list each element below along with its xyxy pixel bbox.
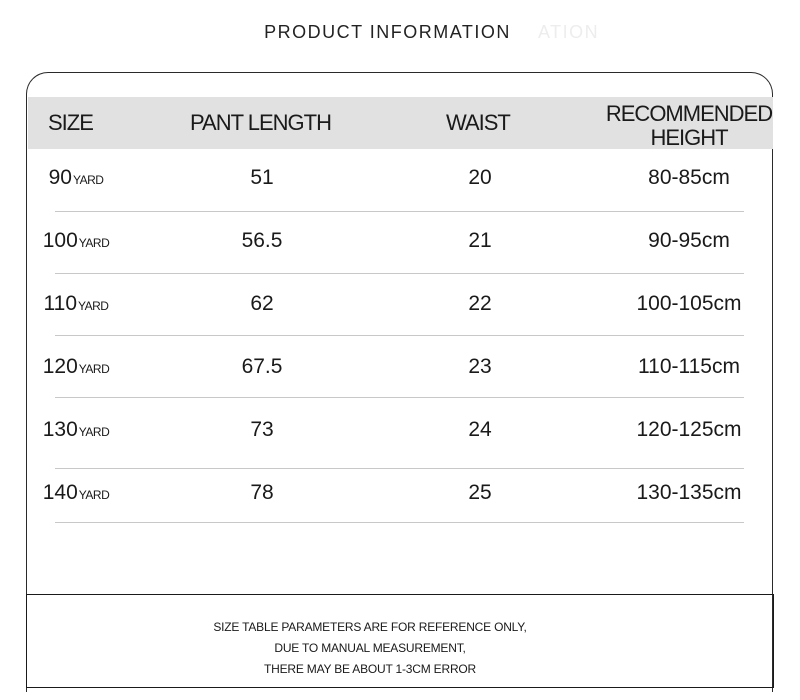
pant-length-cell: 78 (250, 481, 274, 504)
row-divider (55, 522, 744, 523)
table-row (0, 166, 800, 196)
height-cell: 90-95cm (648, 229, 730, 252)
size-cell (36, 229, 116, 253)
size-value: 110 (43, 292, 78, 315)
size-unit: YARD (78, 425, 110, 439)
size-cell (36, 292, 116, 316)
size-value: 120 (42, 355, 78, 378)
size-cell (36, 355, 116, 379)
footer-note-line1: SIZE TABLE PARAMETERS ARE FOR REFERENCE ONLY, (213, 620, 527, 634)
pant-length-cell: 73 (250, 418, 274, 441)
footer-note-line3: THERE MAY BE ABOUT 1-3CM ERROR (263, 662, 477, 676)
pant-length-cell: 62 (250, 292, 274, 315)
size-unit: YARD (78, 488, 110, 502)
waist-cell: 22 (468, 292, 492, 315)
header-size: SIZE (48, 110, 93, 135)
size-cell (36, 481, 116, 505)
header-recommended-height-line1: RECOMMENDED (605, 101, 773, 126)
waist-cell: 23 (468, 355, 492, 378)
header-recommended-height-line2: HEIGHT (650, 125, 728, 150)
row-divider (55, 211, 744, 212)
size-value: 90 (48, 166, 72, 189)
header-pant-length: PANT LENGTH (190, 110, 331, 135)
size-unit: YARD (78, 236, 110, 250)
table-row (0, 355, 800, 385)
size-cell (36, 418, 116, 442)
waist-cell: 21 (468, 229, 492, 252)
size-value: 100 (42, 229, 78, 252)
waist-cell: 24 (468, 418, 492, 441)
header-waist: WAIST (446, 110, 510, 135)
footer-note-line2: DUE TO MANUAL MEASUREMENT, (274, 641, 466, 655)
size-unit: YARD (72, 173, 104, 187)
size-cell (36, 166, 116, 190)
table-row (0, 481, 800, 511)
footer-left-line (26, 594, 27, 688)
row-divider (55, 335, 744, 336)
row-divider (55, 397, 744, 398)
table-row (0, 418, 800, 448)
pant-length-cell: 67.5 (241, 355, 283, 378)
ghost-text: ATION (538, 22, 600, 42)
size-unit: YARD (78, 299, 109, 313)
size-value: 140 (42, 481, 78, 504)
row-divider (55, 273, 744, 274)
height-cell: 80-85cm (648, 166, 730, 189)
waist-cell: 25 (468, 481, 492, 504)
footer-right-line (773, 594, 774, 688)
table-row (0, 292, 800, 322)
table-row (0, 229, 800, 259)
footer-bottom-line (26, 687, 774, 688)
waist-cell: 20 (468, 166, 492, 189)
size-value: 130 (42, 418, 78, 441)
height-cell: 100-105cm (636, 292, 742, 315)
height-cell: 130-135cm (636, 481, 742, 504)
row-divider (55, 468, 744, 469)
page-title: PRODUCT INFORMATION (264, 22, 511, 42)
pant-length-cell: 56.5 (241, 229, 283, 252)
header-recommended-height (600, 102, 778, 150)
pant-length-cell: 51 (250, 166, 274, 189)
height-cell: 120-125cm (636, 418, 742, 441)
size-unit: YARD (78, 362, 110, 376)
height-cell: 110-115cm (638, 355, 740, 378)
footer-top-line (26, 594, 774, 595)
